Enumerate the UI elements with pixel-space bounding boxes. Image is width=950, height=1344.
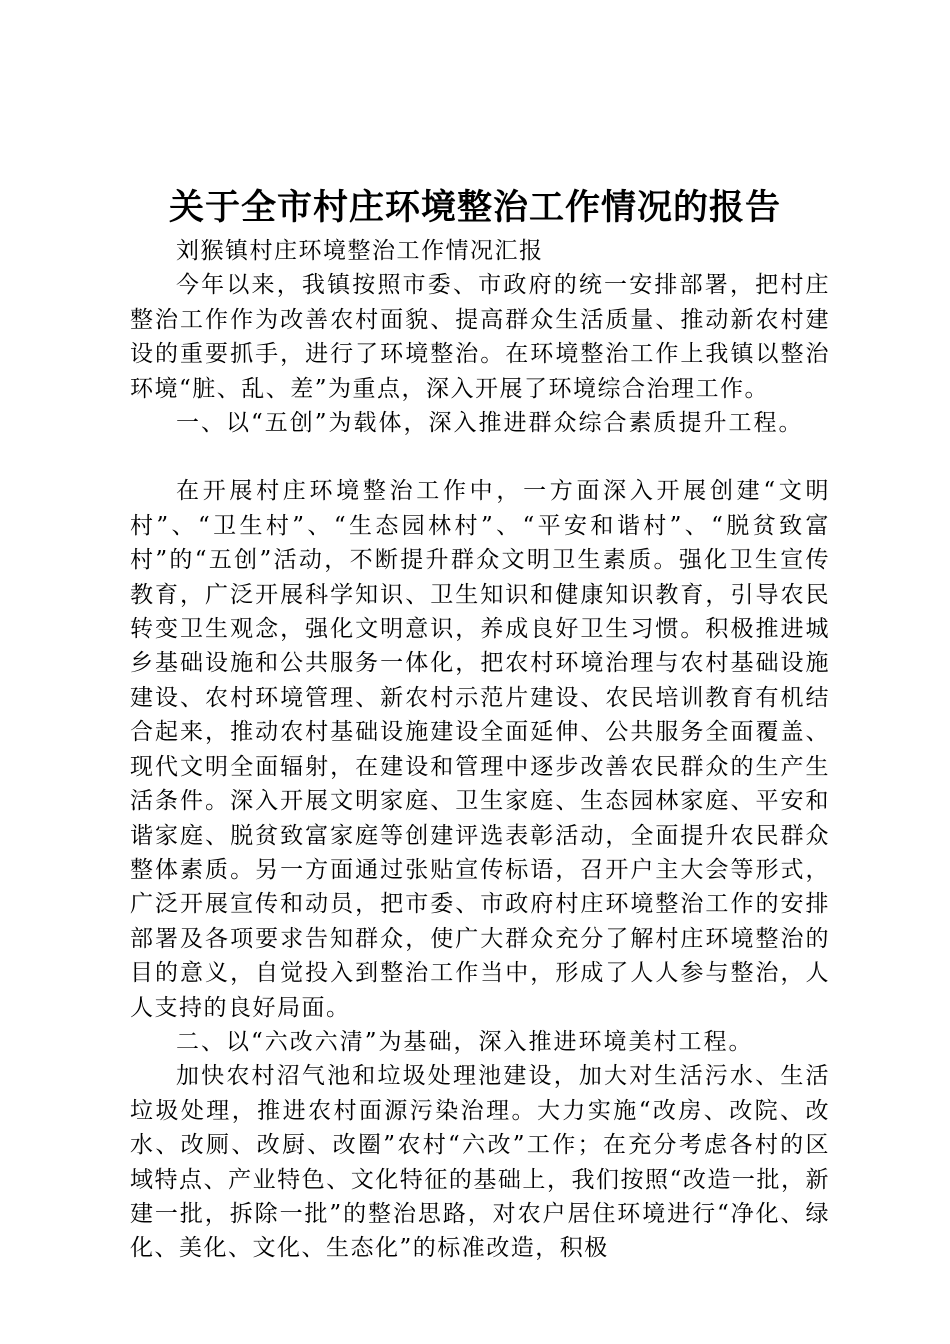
- section-heading-1: 一、以“五创”为载体，深入推进群众综合素质提升工程。: [176, 410, 804, 437]
- blank-line: [130, 440, 830, 474]
- section-heading-2: 二、以“六改六清”为基础，深入推进环境美村工程。: [176, 1028, 754, 1055]
- paragraph-section-1: 在开展村庄环境整治工作中，一方面深入开展创建“文明村”、“卫生村”、“生态园林村”、“平安和谐村”、“脱贫致富村”的“五创”活动，不断提升群众文明卫生素质。强化卫生宣传教育，广泛开展科学知识、卫生知识和健康知识教育，引导农民转变卫生观念，强化文明意识，养成良好卫生习惯。积极推进城乡基础设施和公共服务一体化，把农村环境治理与农村基础设施建设、农村环境管理、新农村示范片建设、农民培训教育有机结合起来，推动农村基础设施建设全面延伸、公共服务全面覆盖、现代文明全面辐射，在建设和管理中逐步改善农民群众的生产生活条件。深入开展文明家庭、卫生家庭、生态园林家庭、平安和谐家庭、脱贫致富家庭等创建评选表彰活动，全面提升农民群众整体素质。另一方面通过张贴宣传标语，召开户主大会等形式，广泛开展宣传和动员，把市委、市政府村庄环境整治工作的安排部署及各项要求告知群众，使广大群众充分了解村庄环境整治的目的意义，自觉投入到整治工作当中，形成了人人参与整治，人人支持的良好局面。: [130, 478, 830, 1021]
- document-subtitle: 刘猴镇村庄环境整治工作情况汇报: [176, 238, 544, 264]
- document-body: [130, 234, 830, 1266]
- document-title: 关于全市村庄环境整治工作情况的报告: [168, 187, 781, 228]
- paragraph-intro: 今年以来，我镇按照市委、市政府的统一安排部署，把村庄整治工作作为改善农村面貌、提高群众生活质量、推动新农村建设的重要抓手，进行了环境整治。在环境整治工作上我镇以整治环境“脏、乱、差”为重点，深入开展了环境综合治理工作。: [130, 272, 830, 402]
- paragraph-section-2: 加快农村沼气池和垃圾处理池建设，加大对生活污水、生活垃圾处理，推进农村面源污染治理。大力实施“改房、改院、改水、改厕、改厨、改圈”农村“六改”工作；在充分考虑各村的区域特点、产业特色、文化特征的基础上，我们按照“改造一批，新建一批，拆除一批”的整治思路，对农户居住环境进行“净化、绿化、美化、文化、生态化”的标准改造，积极: [130, 1063, 830, 1262]
